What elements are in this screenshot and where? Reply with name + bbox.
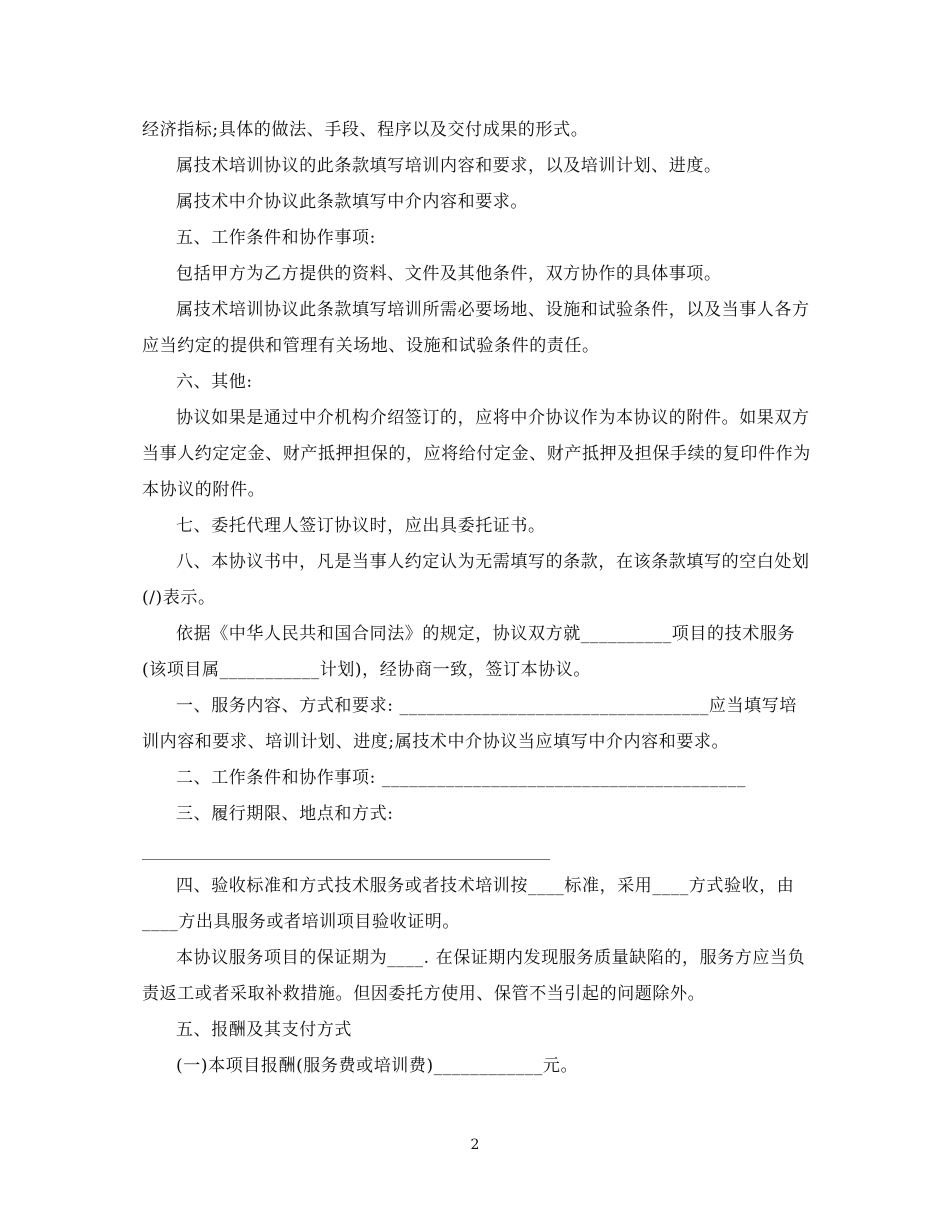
paragraph-work-conditions-blank: 二、工作条件和协作事项: ________________________________________: [176, 768, 746, 788]
blank-rule-line: [142, 832, 812, 868]
heading-term-place-method: 三、履行期限、地点和方式:: [176, 804, 394, 824]
paragraph-party-materials: 包括甲方为乙方提供的资料、文件及其他条件，双方协作的具体事项。: [176, 264, 722, 284]
heading-work-conditions: 五、工作条件和协作事项:: [176, 228, 376, 248]
paragraph-intermediary-clause: 属技术中介协议此条款填写中介内容和要求。: [176, 192, 528, 212]
paragraph-service-content: 一、服务内容、方式和要求: __________________________________应当填写培训内容和要求、培训计划、进度;属技术中介协议当应填写中介内容和要求。: [142, 696, 797, 752]
paragraph-economic-indicators: 经济指标;具体的做法、手段、程序以及交付成果的形式。: [142, 120, 589, 140]
paragraph-agent-signing: 七、委托代理人签订协议时，应出具委托证书。: [176, 516, 546, 536]
paragraph-project-fee: (一)本项目报酬(服务费或培训费)____________元。: [176, 1056, 579, 1076]
paragraph-acceptance-standard: 四、验收标准和方式技术服务或者技术培训按____标准，采用____方式验收，由____方出具服务或者培训项目验收证明。: [142, 876, 795, 932]
paragraph-intermediary-attachment: 协议如果是通过中介机构介绍签订的，应将中介协议作为本协议的附件。如果双方当事人约定定金、财产抵押担保的，应将给付定金、财产抵押及担保手续的复印件作为本协议的附件。: [142, 408, 811, 500]
document-body: [142, 112, 812, 1084]
heading-remuneration: 五、报酬及其支付方式: [176, 1020, 352, 1040]
paragraph-warranty-period: 本协议服务项目的保证期为____. 在保证期内发现服务质量缺陷的，服务方应当负责返工或者采取补救措施。但因委托方使用、保管不当引起的问题除外。: [142, 948, 806, 1004]
paragraph-training-clause: 属技术培训协议的此条款填写培训内容和要求，以及培训计划、进度。: [176, 156, 722, 176]
paragraph-training-facilities: 属技术培训协议此条款填写培训所需必要场地、设施和试验条件，以及当事人各方应当约定的提供和管理有关场地、设施和试验条件的责任。: [142, 300, 810, 356]
heading-other: 六、其他:: [176, 372, 253, 392]
paragraph-contract-basis: 依据《中华人民共和国合同法》的规定，协议双方就__________项目的技术服务(该项目属___________计划)，经协商一致，签订本协议。: [142, 624, 795, 680]
page-number: 2: [470, 1137, 480, 1153]
paragraph-blank-clauses: 八、本协议书中，凡是当事人约定认为无需填写的条款，在该条款填写的空白处划(/)表示。: [142, 552, 810, 608]
